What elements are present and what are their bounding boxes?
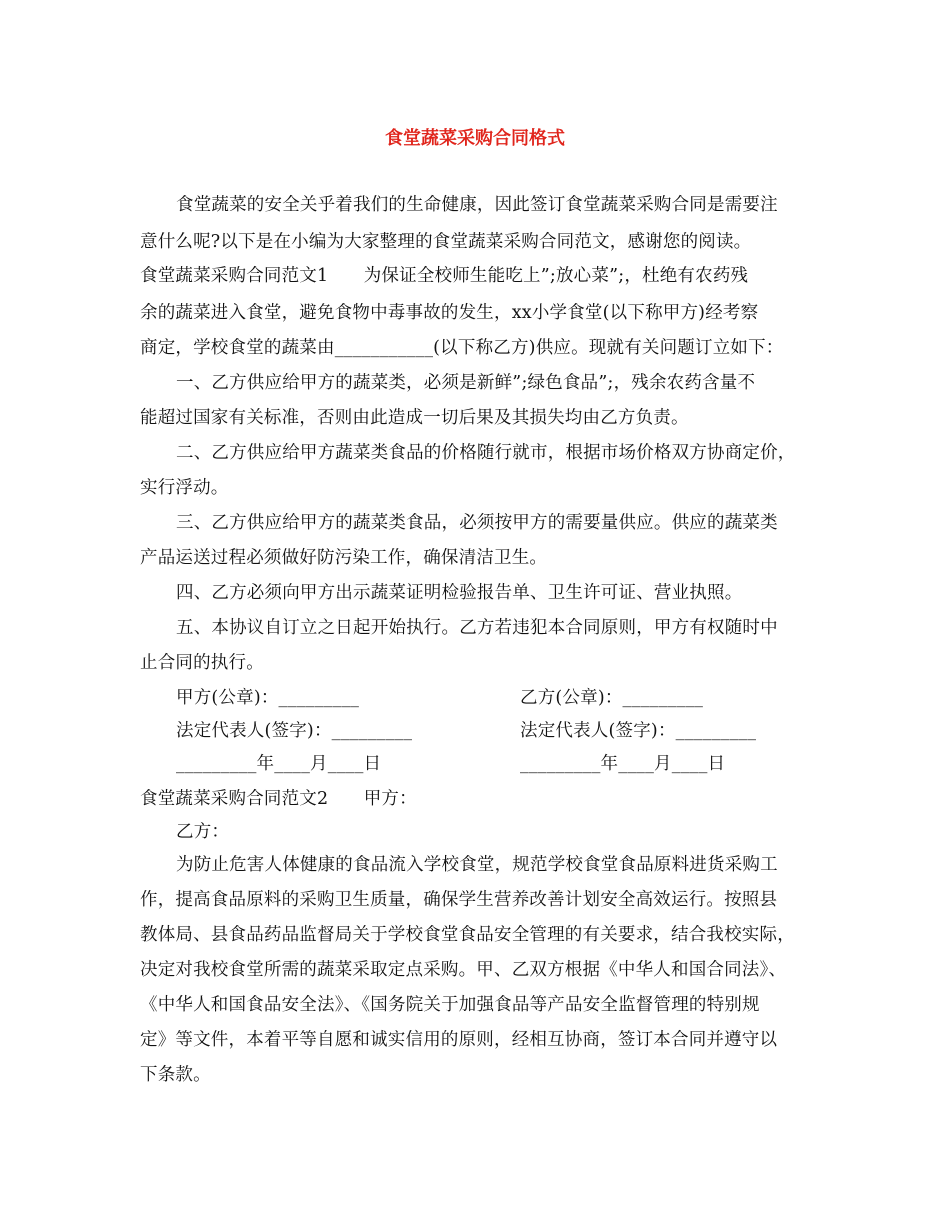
paragraph-line: 一、乙方供应给甲方的蔬菜类，必须是新鲜”;绿色食品”;，残余农药含量不 — [176, 373, 756, 393]
paragraph-line: 定》等文件，本着平等自愿和诚实信用的原则，经相互协商，签订本合同并遵守以 — [140, 1030, 778, 1050]
paragraph-line: 五、本协议自订立之日起开始执行。乙方若违犯本合同原则，甲方有权随时中 — [176, 618, 778, 638]
paragraph-line: 二、乙方供应给甲方蔬菜类食品的价格随行就市，根据市场价格双方协商定价， — [176, 443, 796, 463]
paragraph-line: 商定，学校食堂的蔬菜由___________(以下称乙方)供应。现就有关问题订立如下： — [140, 338, 784, 358]
paragraph-line: 能超过国家有关标准，否则由此造成一切后果及其损失均由乙方负责。 — [140, 408, 689, 428]
paragraph-line: 余的蔬菜进入食堂，避免食物中毒事故的发生，xx小学食堂(以下称甲方)经考察 — [140, 303, 759, 323]
paragraph-line: 教体局、县食品药品监督局关于学校食堂食品安全管理的有关要求，结合我校实际， — [140, 925, 795, 945]
paragraph-line: 下条款。 — [140, 1065, 211, 1085]
paragraph-line: 为防止危害人体健康的食品流入学校食堂，规范学校食堂食品原料进货采购工 — [176, 855, 778, 875]
party-b-representative: 法定代表人(签字)：_________ — [520, 721, 757, 741]
party-a-seal: 甲方(公章)：_________ — [176, 688, 360, 708]
party-b-seal: 乙方(公章)：_________ — [520, 688, 704, 708]
paragraph-line: 三、乙方供应给甲方的蔬菜类食品，必须按甲方的需要量供应。供应的蔬菜类 — [176, 513, 778, 533]
paragraph-line: 食堂蔬菜的安全关乎着我们的生命健康，因此签订食堂蔬菜采购合同是需要注 — [176, 195, 778, 215]
paragraph-line: 决定对我校食堂所需的蔬菜采取定点采购。甲、乙双方根据《中华人和国合同法》、 — [140, 960, 787, 980]
document-title: 食堂蔬菜采购合同格式 — [385, 128, 565, 149]
paragraph-line: 产品运送过程必须做好防污染工作，确保清洁卫生。 — [140, 548, 548, 568]
paragraph-line: 意什么呢?以下是在小编为大家整理的食堂蔬菜采购合同范文，感谢您的阅读。 — [140, 232, 752, 252]
paragraph-line: 止合同的执行。 — [140, 653, 264, 673]
paragraph-line: 食堂蔬菜采购合同范文1 为保证全校师生能吃上”;放心菜”;，杜绝有农药残 — [140, 266, 749, 286]
party-a-date: _________年____月____日 — [176, 754, 382, 774]
paragraph-line: 四、乙方必须向甲方出示蔬菜证明检验报告单、卫生许可证、营业执照。 — [176, 583, 743, 603]
paragraph-line: 《中华人和国食品安全法》、《国务院关于加强食品等产品安全监督管理的特别规 — [140, 995, 760, 1015]
party-a-representative: 法定代表人(签字)：_________ — [176, 721, 413, 741]
paragraph-line: 作，提高食品原料的采购卫生质量，确保学生营养改善计划安全高效运行。按照县 — [140, 890, 778, 910]
paragraph-line: 食堂蔬菜采购合同范文2 甲方： — [140, 789, 417, 809]
paragraph-line: 实行浮动。 — [140, 478, 229, 498]
party-b-date: _________年____月____日 — [520, 754, 726, 774]
paragraph-line: 乙方： — [176, 822, 230, 842]
